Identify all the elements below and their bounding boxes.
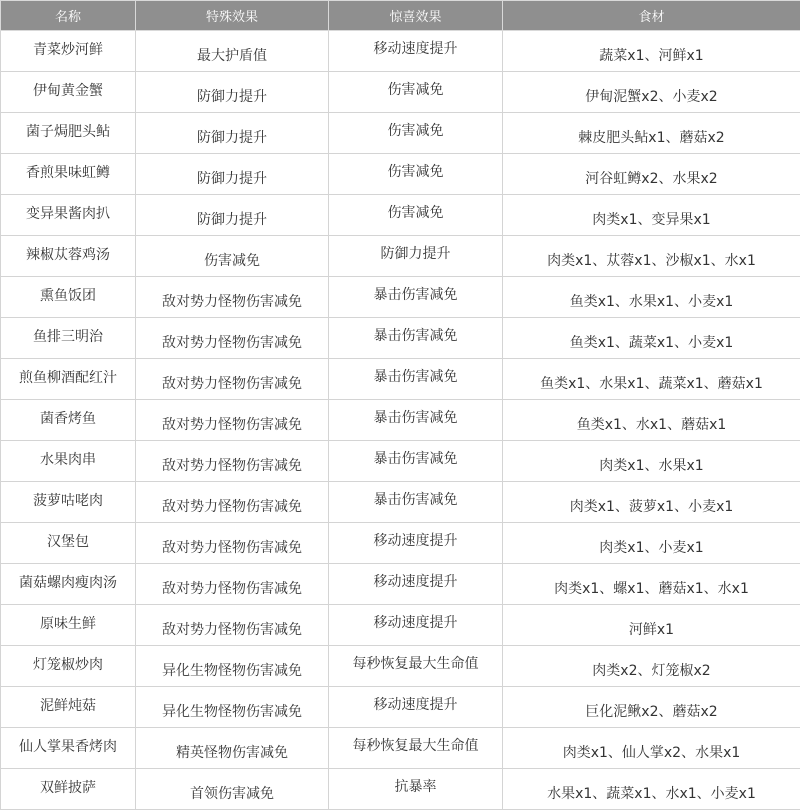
special-effect-cell-text: 防御力提升 [197, 130, 267, 146]
surprise-effect-cell [329, 482, 503, 523]
dish-name-cell [1, 523, 136, 564]
special-effect-cell-text: 敌对势力怪物伤害减免 [162, 294, 302, 310]
table-row [1, 154, 800, 195]
header-name: 名称 [1, 1, 136, 31]
ingredients-cell-text: 水果x1、蔬菜x1、水x1、小麦x1 [547, 786, 756, 802]
surprise-effect-cell-text: 暴击伤害减免 [373, 410, 458, 426]
special-effect-cell [136, 441, 329, 482]
special-effect-cell-text: 异化生物怪物伤害减免 [162, 663, 302, 679]
ingredients-cell [503, 441, 800, 482]
surprise-effect-cell [329, 277, 503, 318]
special-effect-cell [136, 646, 329, 687]
table-row [1, 400, 800, 441]
ingredients-cell [503, 687, 800, 728]
surprise-effect-cell [329, 113, 503, 154]
dish-name-cell [1, 400, 136, 441]
ingredients-cell [503, 113, 800, 154]
special-effect-cell [136, 195, 329, 236]
special-effect-cell-text: 敌对势力怪物伤害减免 [162, 376, 302, 392]
surprise-effect-cell [329, 441, 503, 482]
table-row [1, 523, 800, 564]
surprise-effect-cell-text: 暴击伤害减免 [373, 451, 458, 467]
dish-name-cell-text: 双鲜披萨 [40, 780, 96, 796]
special-effect-cell [136, 687, 329, 728]
surprise-effect-cell [329, 646, 503, 687]
dish-name-cell-text: 泥鲜炖菇 [40, 698, 96, 714]
ingredients-cell [503, 646, 800, 687]
dish-name-cell-text: 水果肉串 [40, 452, 96, 468]
dish-name-cell [1, 441, 136, 482]
dish-name-cell [1, 72, 136, 113]
dish-name-cell [1, 769, 136, 810]
ingredients-cell-text: 蔬菜x1、河鲜x1 [599, 48, 704, 64]
surprise-effect-cell-text: 移动速度提升 [373, 697, 458, 713]
special-effect-cell-text: 最大护盾值 [197, 48, 267, 64]
ingredients-cell-text: 肉类x1、菠萝x1、小麦x1 [569, 499, 734, 515]
special-effect-cell-text: 精英怪物伤害减免 [176, 745, 288, 761]
dish-name-cell [1, 605, 136, 646]
special-effect-cell-text: 异化生物怪物伤害减免 [162, 704, 302, 720]
special-effect-cell-text: 伤害减免 [204, 253, 260, 269]
ingredients-cell-text: 河谷虹鳟x2、水果x2 [585, 171, 718, 187]
table-row [1, 359, 800, 400]
ingredients-cell-text: 伊甸泥蟹x2、小麦x2 [585, 89, 718, 105]
table-row [1, 769, 800, 810]
surprise-effect-cell [329, 687, 503, 728]
surprise-effect-cell-text: 暴击伤害减免 [373, 492, 458, 508]
special-effect-cell [136, 72, 329, 113]
dish-name-cell [1, 195, 136, 236]
ingredients-cell-text: 棘皮肥头鲇x1、蘑菇x2 [578, 130, 725, 146]
special-effect-cell [136, 113, 329, 154]
table-row [1, 687, 800, 728]
table-row [1, 441, 800, 482]
dish-name-cell [1, 236, 136, 277]
dish-name-cell-text: 仙人掌果香烤肉 [19, 739, 117, 755]
special-effect-cell [136, 400, 329, 441]
ingredients-cell-text: 河鲜x1 [628, 622, 675, 638]
ingredients-cell-text: 巨化泥鳅x2、蘑菇x2 [585, 704, 718, 720]
special-effect-cell [136, 236, 329, 277]
table-row [1, 31, 800, 72]
special-effect-cell-text: 敌对势力怪物伤害减免 [162, 458, 302, 474]
surprise-effect-cell-text: 伤害减免 [387, 82, 444, 98]
ingredients-cell [503, 31, 800, 72]
surprise-effect-cell-text: 抗暴率 [394, 779, 437, 795]
table-row [1, 72, 800, 113]
ingredients-cell-text: 鱼类x1、水果x1、小麦x1 [569, 294, 734, 310]
dish-name-cell-text: 煎鱼柳酒配红汁 [19, 370, 117, 386]
special-effect-cell [136, 769, 329, 810]
surprise-effect-cell [329, 359, 503, 400]
ingredients-cell [503, 523, 800, 564]
dish-name-cell-text: 伊甸黄金蟹 [33, 83, 103, 99]
ingredients-cell [503, 728, 800, 769]
surprise-effect-cell [329, 769, 503, 810]
special-effect-cell [136, 728, 329, 769]
special-effect-cell-text: 防御力提升 [197, 171, 267, 187]
surprise-effect-cell [329, 31, 503, 72]
dish-name-cell-text: 菌子焗肥头鲇 [26, 124, 110, 140]
special-effect-cell-text: 首领伤害减免 [190, 786, 274, 802]
header-row [1, 1, 800, 31]
dish-name-cell [1, 482, 136, 523]
surprise-effect-cell-text: 移动速度提升 [373, 574, 458, 590]
surprise-effect-cell-text: 移动速度提升 [373, 533, 458, 549]
ingredients-cell [503, 400, 800, 441]
ingredients-cell [503, 769, 800, 810]
dish-name-cell-text: 熏鱼饭团 [40, 288, 96, 304]
surprise-effect-cell [329, 605, 503, 646]
ingredients-cell [503, 195, 800, 236]
special-effect-cell [136, 564, 329, 605]
ingredients-cell [503, 359, 800, 400]
special-effect-cell [136, 605, 329, 646]
ingredients-cell-text: 肉类x1、螺x1、蘑菇x1、水x1 [554, 581, 749, 597]
special-effect-cell [136, 31, 329, 72]
table-row [1, 605, 800, 646]
table-row [1, 195, 800, 236]
dish-name-cell-text: 汉堡包 [47, 534, 89, 550]
special-effect-cell-text: 敌对势力怪物伤害减免 [162, 581, 302, 597]
dish-name-cell [1, 277, 136, 318]
dish-name-cell [1, 31, 136, 72]
special-effect-cell-text: 敌对势力怪物伤害减免 [162, 499, 302, 515]
dish-name-cell [1, 359, 136, 400]
surprise-effect-cell-text: 移动速度提升 [373, 615, 458, 631]
special-effect-cell-text: 敌对势力怪物伤害减免 [162, 622, 302, 638]
surprise-effect-cell [329, 236, 503, 277]
ingredients-cell-text: 肉类x1、小麦x1 [599, 540, 704, 556]
dish-name-cell [1, 113, 136, 154]
special-effect-cell [136, 359, 329, 400]
surprise-effect-cell [329, 318, 503, 359]
dish-name-cell-text: 青菜炒河鲜 [33, 42, 103, 58]
special-effect-cell-text: 敌对势力怪物伤害减免 [162, 335, 302, 351]
surprise-effect-cell-text: 移动速度提升 [373, 41, 458, 57]
ingredients-cell-text: 鱼类x1、水x1、蘑菇x1 [576, 417, 727, 433]
surprise-effect-cell [329, 72, 503, 113]
dish-name-cell-text: 菌菇螺肉瘦肉汤 [19, 575, 117, 591]
ingredients-cell-text: 肉类x1、水果x1 [599, 458, 704, 474]
ingredients-cell-text: 肉类x1、苁蓉x1、沙椒x1、水x1 [547, 253, 756, 269]
ingredients-cell [503, 605, 800, 646]
dish-name-cell-text: 变异果酱肉扒 [26, 206, 110, 222]
table-row [1, 646, 800, 687]
ingredients-cell [503, 318, 800, 359]
dish-name-cell-text: 原味生鲜 [40, 616, 96, 632]
special-effect-cell-text: 敌对势力怪物伤害减免 [162, 417, 302, 433]
special-effect-cell [136, 154, 329, 195]
special-effect-cell [136, 277, 329, 318]
dish-name-cell [1, 318, 136, 359]
special-effect-cell-text: 防御力提升 [197, 212, 267, 228]
surprise-effect-cell [329, 523, 503, 564]
dish-name-cell [1, 728, 136, 769]
dish-name-cell-text: 菌香烤鱼 [40, 411, 96, 427]
surprise-effect-cell-text: 伤害减免 [387, 123, 444, 139]
table-row [1, 728, 800, 769]
dish-name-cell-text: 菠萝咕咾肉 [33, 493, 103, 509]
ingredients-cell [503, 277, 800, 318]
special-effect-cell [136, 523, 329, 564]
ingredients-cell-text: 肉类x1、仙人掌x2、水果x1 [562, 745, 741, 761]
special-effect-cell-text: 敌对势力怪物伤害减免 [162, 540, 302, 556]
ingredients-cell [503, 72, 800, 113]
dish-name-cell [1, 646, 136, 687]
table-row [1, 482, 800, 523]
surprise-effect-cell-text: 伤害减免 [387, 164, 444, 180]
dish-name-cell [1, 687, 136, 728]
ingredients-cell-text: 肉类x1、变异果x1 [592, 212, 711, 228]
ingredients-cell [503, 236, 800, 277]
special-effect-cell-text: 防御力提升 [197, 89, 267, 105]
surprise-effect-cell-text: 防御力提升 [380, 246, 451, 262]
table-row [1, 113, 800, 154]
surprise-effect-cell [329, 564, 503, 605]
dish-name-cell-text: 香煎果味虹鳟 [26, 165, 110, 181]
dish-name-cell [1, 564, 136, 605]
table-row [1, 236, 800, 277]
surprise-effect-cell-text: 伤害减免 [387, 205, 444, 221]
header-surprise-effect: 惊喜效果 [329, 1, 503, 31]
header-special-effect: 特殊效果 [136, 1, 329, 31]
surprise-effect-cell-text: 暴击伤害减免 [373, 369, 458, 385]
header-ingredients: 食材 [503, 1, 800, 31]
surprise-effect-cell [329, 195, 503, 236]
dish-name-cell-text: 辣椒苁蓉鸡汤 [26, 247, 110, 263]
ingredients-cell [503, 564, 800, 605]
dish-name-cell-text: 灯笼椒炒肉 [33, 657, 103, 673]
table-row [1, 277, 800, 318]
ingredients-cell [503, 154, 800, 195]
surprise-effect-cell-text: 暴击伤害减免 [373, 287, 458, 303]
special-effect-cell [136, 482, 329, 523]
surprise-effect-cell [329, 728, 503, 769]
surprise-effect-cell-text: 每秒恢复最大生命值 [352, 738, 479, 754]
surprise-effect-cell [329, 400, 503, 441]
dish-name-cell-text: 鱼排三明治 [33, 329, 103, 345]
ingredients-cell [503, 482, 800, 523]
ingredients-cell-text: 鱼类x1、水果x1、蔬菜x1、蘑菇x1 [540, 376, 763, 392]
table-row [1, 564, 800, 605]
dish-name-cell [1, 154, 136, 195]
ingredients-cell-text: 肉类x2、灯笼椒x2 [592, 663, 711, 679]
special-effect-cell [136, 318, 329, 359]
surprise-effect-cell-text: 暴击伤害减免 [373, 328, 458, 344]
table-row [1, 318, 800, 359]
surprise-effect-cell [329, 154, 503, 195]
ingredients-cell-text: 鱼类x1、蔬菜x1、小麦x1 [569, 335, 734, 351]
surprise-effect-cell-text: 每秒恢复最大生命值 [352, 656, 479, 672]
